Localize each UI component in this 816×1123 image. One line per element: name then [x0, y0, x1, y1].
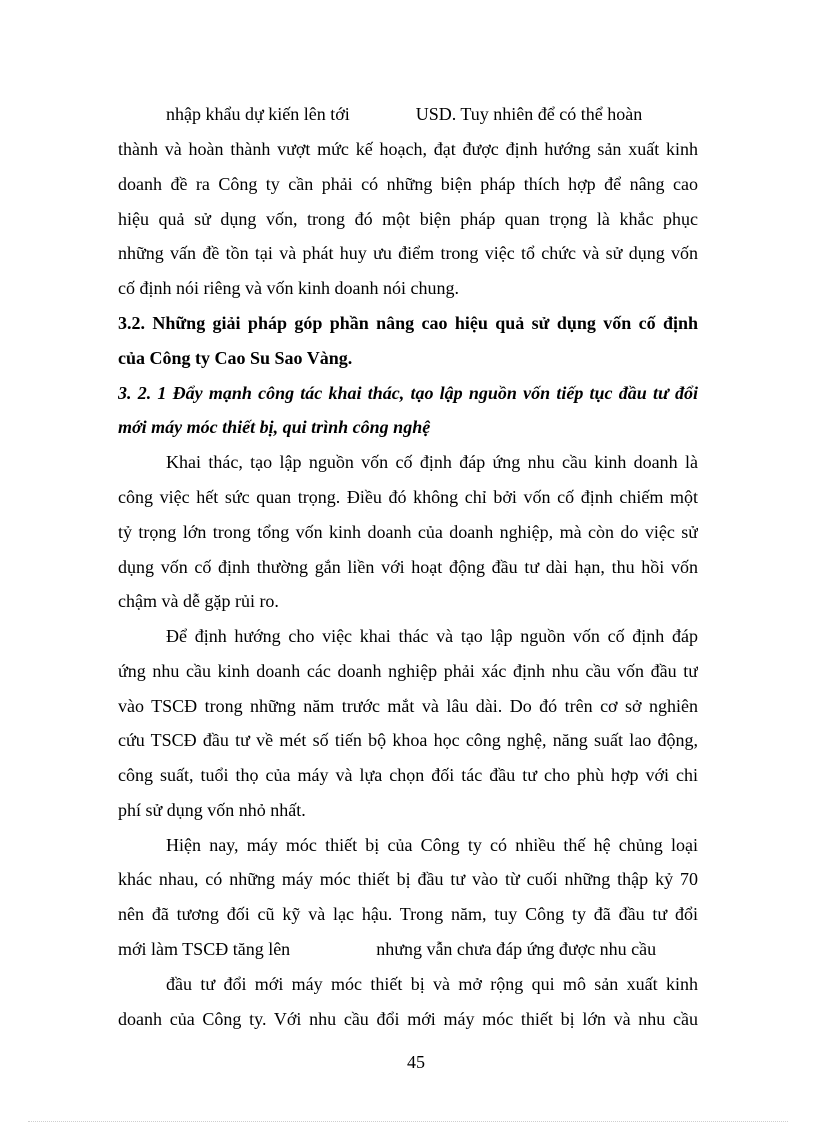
text-line: Để định hướng cho việc khai thác và tạo lập nguồn vốn cố định đáp — [166, 626, 698, 646]
text-line: ứng nhu cầu kinh doanh các doanh nghiệp phải xác định nhu cầu vốn đầu tư — [118, 661, 698, 681]
text-line: công việc hết sức quan trọng. Điều đó không chỉ bởi vốn cố định chiếm một — [118, 487, 698, 507]
text-line: Hiện nay, máy móc thiết bị của Công ty có nhiều thế hệ chủng loại — [166, 835, 698, 855]
text-line: phí sử dụng vốn nhỏ nhất. — [118, 800, 306, 820]
text-line: vào TSCĐ trong những năm trước mắt và lâu dài. Do đó trên cơ sở nghiên — [118, 696, 698, 716]
text-line: hiệu quả sử dụng vốn, trong đó một biện pháp quan trọng là khắc phục — [118, 209, 698, 229]
text-line: dụng vốn cố định thường gắn liền với hoạt động đầu tư dài hạn, thu hồi vốn — [118, 557, 698, 577]
text-line: cứu TSCĐ đầu tư về mét số tiến bộ khoa học công nghệ, năng suất lao động, — [118, 730, 698, 750]
text-line: những vấn đề tồn tại và phát huy ưu điểm trong việc tổ chức và sử dụng vốn — [118, 243, 698, 263]
text-line: cố định nói riêng và vốn kinh doanh nói chung. — [118, 278, 459, 298]
section-heading: của Công ty Cao Su Sao Vàng. — [118, 348, 353, 368]
subsection-heading: 3. 2. 1 Đẩy mạnh công tác khai thác, tạo lập nguồn vốn tiếp tục đầu tư đổi — [118, 383, 698, 403]
text-line: tỷ trọng lớn trong tổng vốn kinh doanh của doanh nghiệp, mà còn do việc sử — [118, 522, 698, 542]
text-line: đầu tư đổi mới máy móc thiết bị và mở rộng qui mô sản xuất kinh — [166, 974, 698, 994]
text-line: nên đã tương đối cũ kỹ và lạc hậu. Trong năm, tuy Công ty đã đầu tư đổi — [118, 904, 698, 924]
text-line: nhập khẩu dự kiến lên tới USD. Tuy nhiên để có thể hoàn — [166, 104, 643, 124]
text-line: mới làm TSCĐ tăng lên nhưng vẫn chưa đáp ứng được nhu cầu — [118, 939, 657, 959]
text-line: khác nhau, có những máy móc thiết bị đầu tư vào từ cuối những thập kỷ 70 — [118, 869, 698, 889]
section-heading: 3.2. Những giải pháp góp phần nâng cao hiệu quả sử dụng vốn cố định — [118, 313, 698, 333]
page-number: 45 — [407, 1052, 425, 1072]
text-line: doanh của Công ty. Với nhu cầu đổi mới máy móc thiết bị lớn và nhu cầu — [118, 1009, 698, 1029]
text-line: chậm và dễ gặp rủi ro. — [118, 591, 279, 611]
page-bottom-divider — [28, 1121, 788, 1122]
text-line: doanh đề ra Công ty cần phải có những biện pháp thích hợp để nâng cao — [118, 174, 698, 194]
text-line: công suất, tuổi thọ của máy và lựa chọn đối tác đầu tư cho phù hợp với chi — [118, 765, 698, 785]
text-line: thành và hoàn thành vượt mức kế hoạch, đạt được định hướng sản xuất kinh — [118, 139, 698, 159]
subsection-heading: mới máy móc thiết bị, qui trình công nghệ — [118, 417, 431, 437]
text-line: Khai thác, tạo lập nguồn vốn cố định đáp ứng nhu cầu kinh doanh là — [166, 452, 698, 472]
